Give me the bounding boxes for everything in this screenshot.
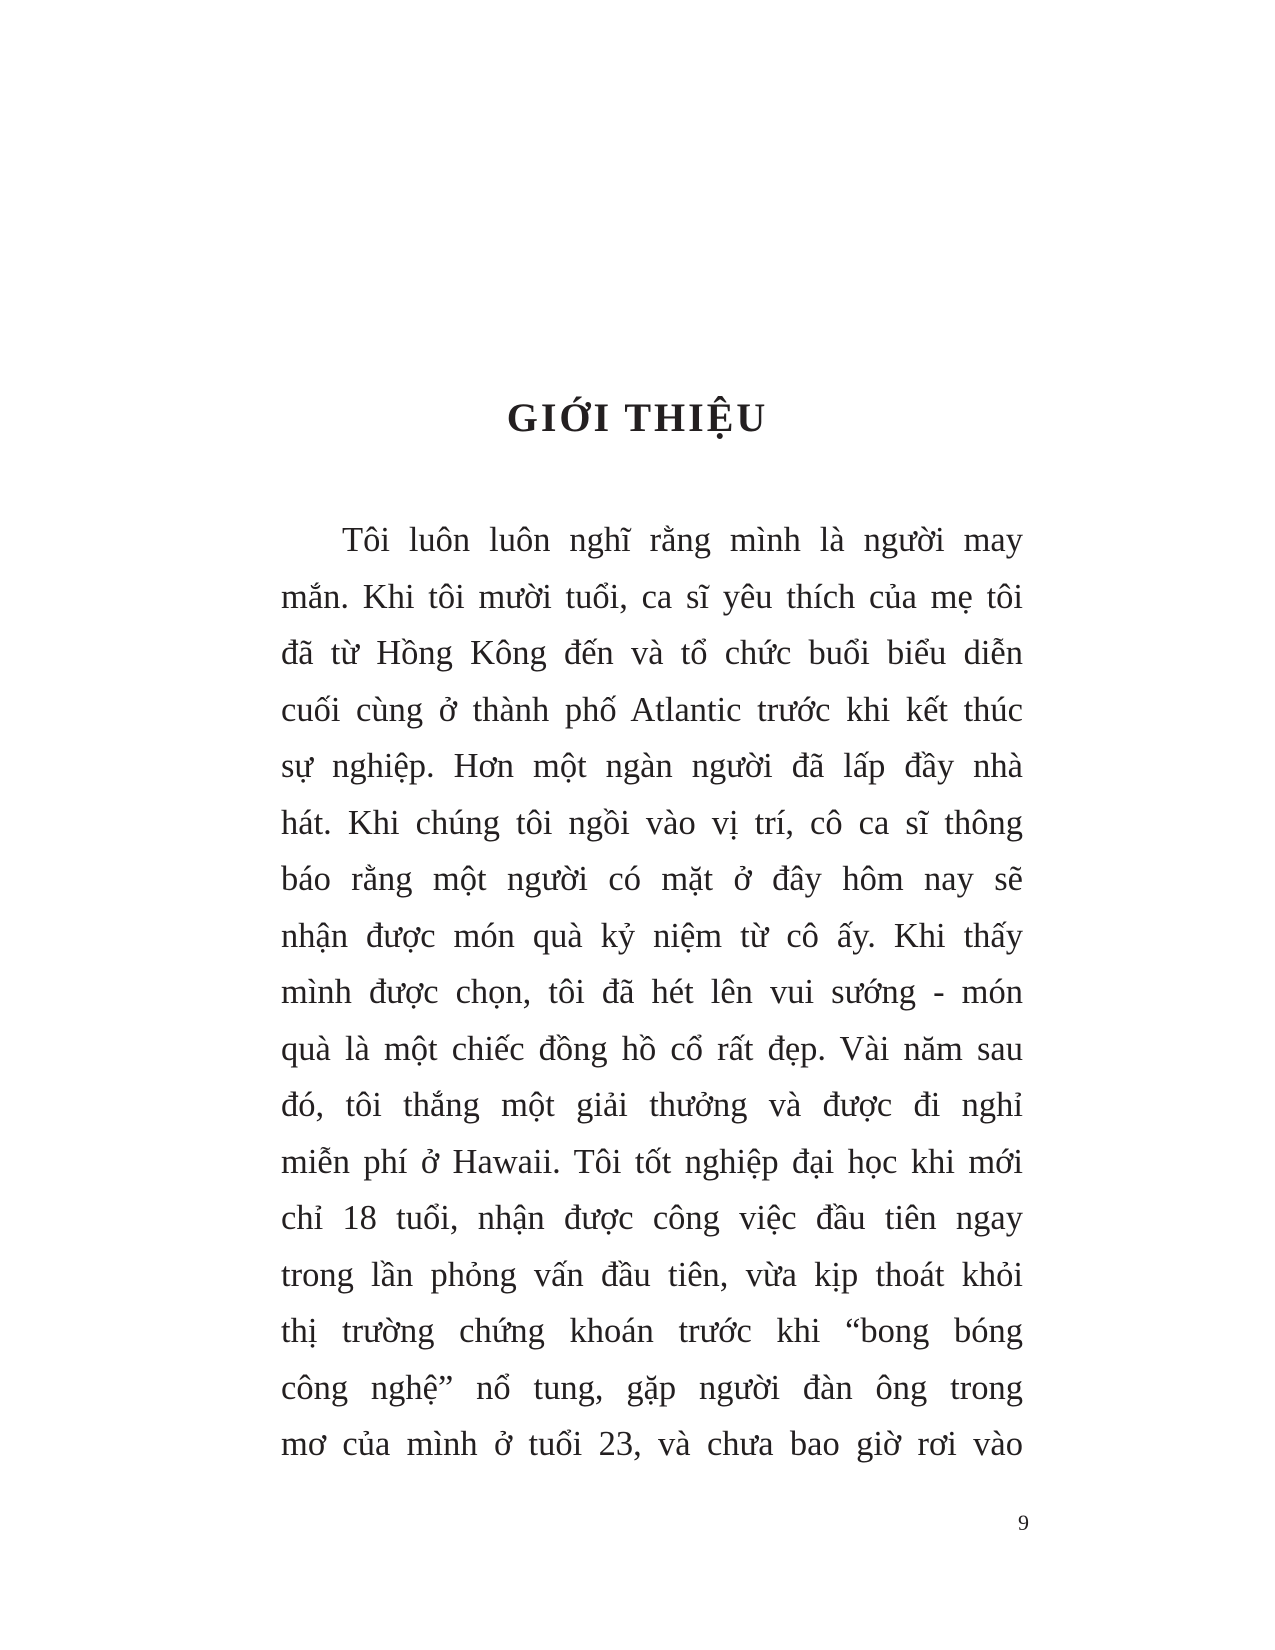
- text-line: mình được chọn, tôi đã hét lên vui sướng - món: [281, 973, 1023, 1011]
- text-line: sự nghiệp. Hơn một ngàn người đã lấp đầy nhà: [281, 747, 1023, 785]
- page-number: 9: [1018, 1510, 1029, 1535]
- text-line: nhận được món quà kỷ niệm từ cô ấy. Khi thấy: [281, 916, 1023, 955]
- body-paragraph: [281, 512, 1023, 1473]
- text-line: thị trường chứng khoán trước khi “bong bóng: [281, 1312, 1023, 1350]
- text-line: trong lần phỏng vấn đầu tiên, vừa kịp thoát khỏi: [281, 1255, 1023, 1294]
- text-line: Tôi luôn luôn nghĩ rằng mình là người may: [342, 521, 1023, 559]
- text-line: miễn phí ở Hawaii. Tôi tốt nghiệp đại học khi mới: [281, 1142, 1023, 1181]
- text-line: đó, tôi thắng một giải thưởng và được đi nghỉ: [281, 1086, 1023, 1124]
- text-line: cuối cùng ở thành phố Atlantic trước khi kết thúc: [281, 690, 1023, 729]
- text-line: công nghệ” nổ tung, gặp người đàn ông trong: [281, 1368, 1023, 1407]
- text-line: báo rằng một người có mặt ở đây hôm nay sẽ: [281, 860, 1023, 898]
- text-line: đã từ Hồng Kông đến và tổ chức buổi biểu diễn: [281, 634, 1023, 672]
- text-line: hát. Khi chúng tôi ngồi vào vị trí, cô ca sĩ thông: [281, 803, 1023, 842]
- text-line: mắn. Khi tôi mười tuổi, ca sĩ yêu thích của mẹ tôi: [281, 577, 1023, 616]
- chapter-title: GIỚI THIỆU: [506, 394, 769, 440]
- text-line: quà là một chiếc đồng hồ cổ rất đẹp. Vài năm sau: [281, 1029, 1023, 1068]
- text-line: mơ của mình ở tuổi 23, và chưa bao giờ rơi vào: [281, 1425, 1023, 1463]
- text-line: chỉ 18 tuổi, nhận được công việc đầu tiên ngay: [281, 1199, 1023, 1237]
